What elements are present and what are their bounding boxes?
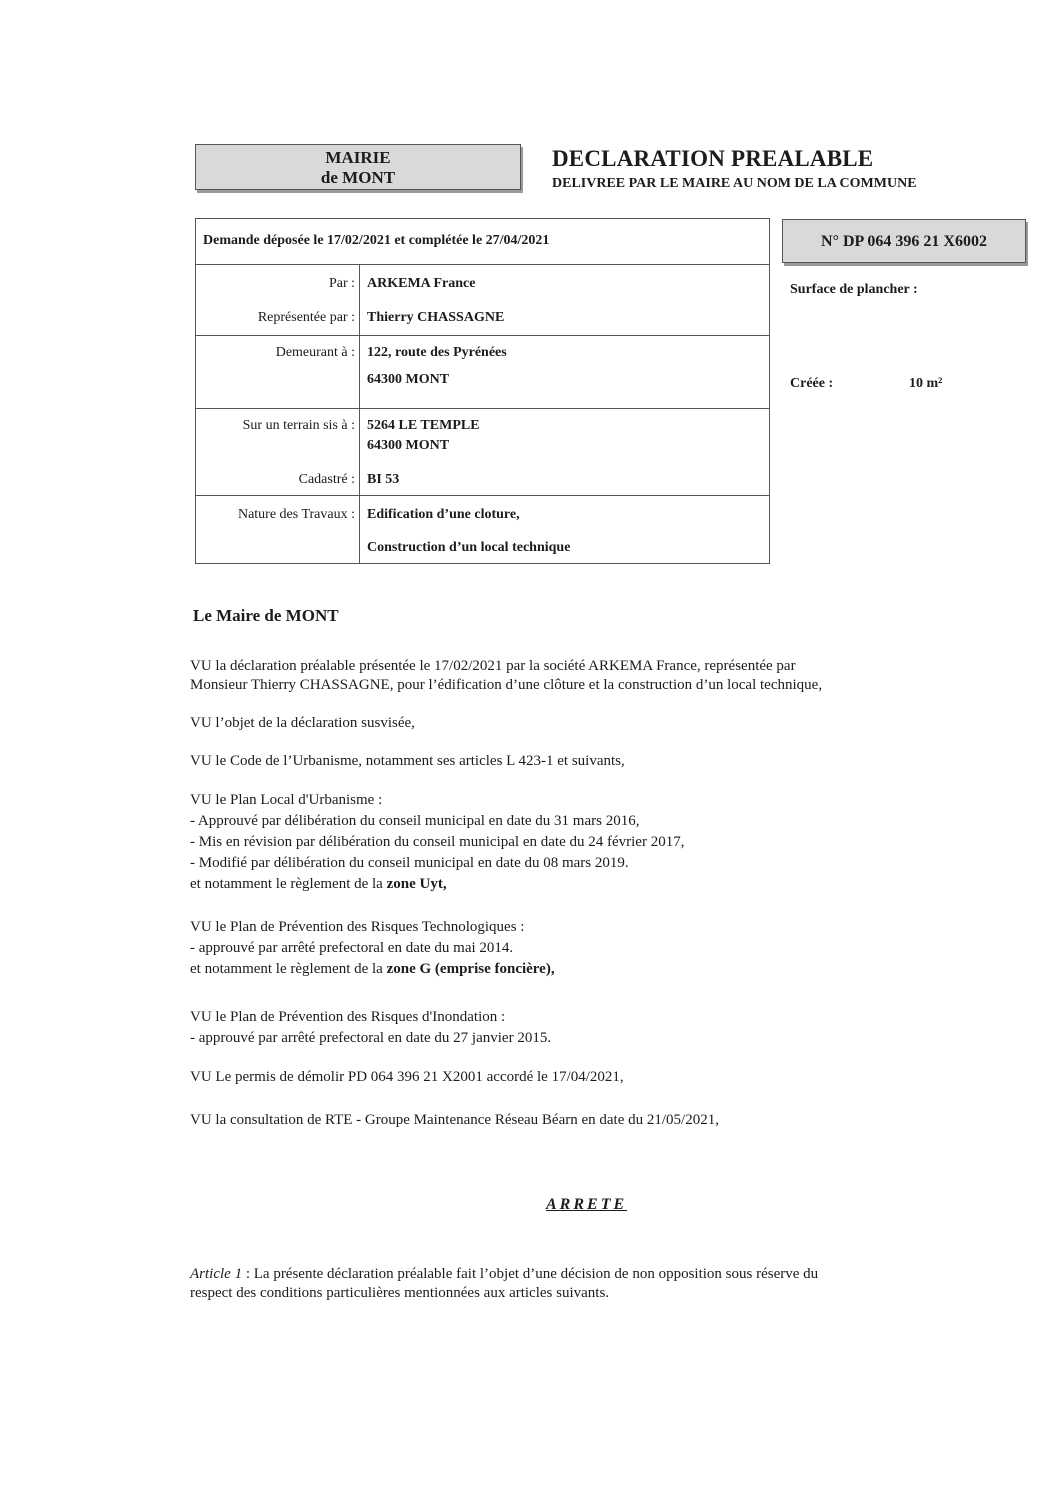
pprt-item-1: - approuvé par arrêté prefectoral en date du mai 2014. [190, 940, 514, 956]
table-divider [196, 495, 769, 496]
label-cadastre: Cadastré : [298, 472, 355, 487]
plu-item-2: - Mis en révision par délibération du conseil municipal en date du 24 février 2017, [190, 834, 685, 850]
label-nature-travaux: Nature des Travaux : [237, 507, 355, 522]
article1-text: : La présente déclaration préalable fait l’objet d’une décision de non opposition sous réserve du [242, 1266, 819, 1282]
mairie-line1: MAIRIE [325, 148, 391, 167]
vu-declaration-line1: VU la déclaration préalable présentée le 17/02/2021 par la société ARKEMA France, représentée par [190, 658, 796, 674]
plu-item-3: - Modifié par délibération du conseil municipal en date du 08 mars 2019. [190, 855, 629, 871]
label-par: Par : [328, 276, 355, 291]
article1-label: Article 1 [190, 1266, 243, 1282]
mairie-box [195, 144, 521, 190]
table-divider [196, 408, 769, 409]
plu-zone-line [190, 875, 1004, 894]
plu-zone-name: zone Uyt, [386, 876, 447, 892]
pprt-title: VU le Plan de Prévention des Risques Technologiques : [190, 919, 525, 935]
label-terrain: Sur un terrain sis à : [242, 418, 355, 433]
ppri-title: VU le Plan de Prévention des Risques d'Inondation : [190, 1009, 506, 1025]
pprt-zone-prefix: et notamment le règlement de la [190, 961, 387, 977]
value-cadastre: BI 53 [367, 472, 400, 487]
document-subtitle: DELIVREE PAR LE MAIRE AU NOM DE LA COMMUNE [552, 176, 917, 191]
surface-label: Surface de plancher : [790, 282, 918, 297]
plu-zone-prefix: et notamment le règlement de la [190, 876, 387, 892]
demande-line: Demande déposée le 17/02/2021 et complétée le 27/04/2021 [203, 233, 550, 248]
value-representee: Thierry CHASSAGNE [367, 310, 505, 325]
label-representee: Représentée par : [257, 310, 355, 325]
plu-title: VU le Plan Local d'Urbanisme : [190, 792, 383, 808]
table-divider [196, 335, 769, 336]
mairie-line2: de MONT [320, 168, 396, 187]
value-address-line2: 64300 MONT [367, 372, 450, 387]
value-par: ARKEMA France [367, 276, 476, 291]
vu-consultation-rte: VU la consultation de RTE - Groupe Maintenance Réseau Béarn en date du 21/05/2021, [190, 1112, 719, 1128]
request-info-table [195, 218, 770, 564]
value-address-line1: 122, route des Pyrénées [367, 345, 507, 360]
label-demeurant: Demeurant à : [275, 345, 355, 360]
pprt-zone-name: zone G (emprise foncière), [386, 961, 555, 977]
table-column-divider [359, 264, 360, 563]
value-terrain-line1: 5264 LE TEMPLE [367, 418, 480, 433]
article1-line2: respect des conditions particulières mentionnées aux articles suivants. [190, 1285, 610, 1301]
pprt-zone-line [190, 960, 1004, 979]
value-travaux-line2: Construction d’un local technique [367, 540, 571, 555]
plu-item-1: - Approuvé par délibération du conseil municipal en date du 31 mars 2016, [190, 813, 640, 829]
value-terrain-line2: 64300 MONT [367, 438, 450, 453]
vu-code-urbanisme: VU le Code de l’Urbanisme, notamment ses articles L 423-1 et suivants, [190, 753, 625, 769]
creee-label: Créée : [790, 376, 834, 391]
vu-permis-demolir: VU Le permis de démolir PD 064 396 21 X2001 accordé le 17/04/2021, [190, 1069, 624, 1085]
vu-objet: VU l’objet de la déclaration susvisée, [190, 715, 415, 731]
table-divider [196, 264, 769, 265]
ppri-item-1: - approuvé par arrêté prefectoral en date du 27 janvier 2015. [190, 1030, 552, 1046]
arrete-heading: ARRETE [546, 1196, 628, 1213]
creee-value: 10 m² [909, 376, 943, 391]
value-travaux-line1: Edification d’une cloture, [367, 507, 520, 522]
article1-line1 [190, 1265, 1004, 1284]
maire-title: Le Maire de MONT [193, 606, 339, 625]
document-title: DECLARATION PREALABLE [552, 146, 874, 171]
vu-declaration-line2: Monsieur Thierry CHASSAGNE, pour l’édification d’une clôture et la construction d’un local technique, [190, 677, 823, 693]
dossier-number-box: N° DP 064 396 21 X6002 [782, 219, 1026, 263]
